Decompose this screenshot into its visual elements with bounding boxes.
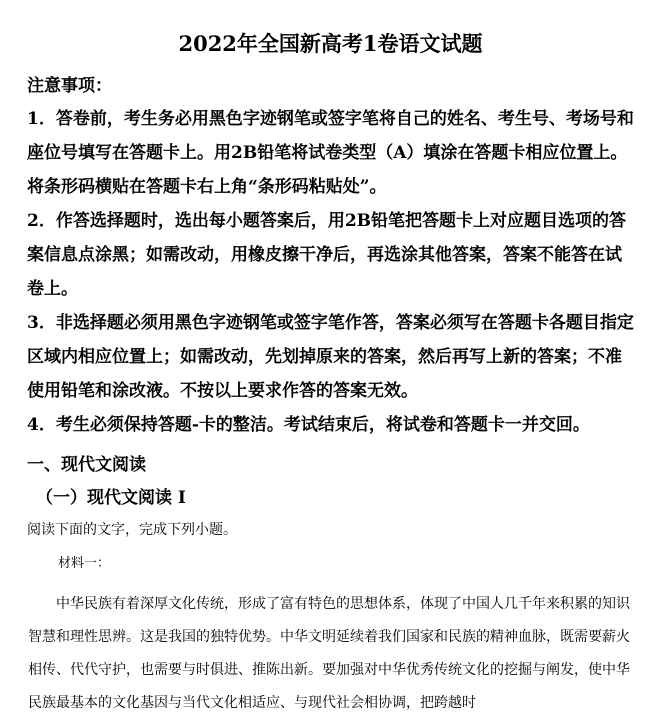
notice-item-1: 1．答卷前，考生务必用黑色字迹钢笔或签字笔将自己的姓名、考生号、考场号和座位号填写在答题卡上。用2B铅笔将试卷类型（A）填涂在答题卡相应位置上。将条形码横贴在答题卡右上角“条形码粘贴处”。	[27, 109, 634, 197]
notice-heading: 注意事项：	[27, 76, 112, 96]
notice-item-4: 4．考生必须保持答题-卡的整洁。考试结束后，将试卷和答题卡一并交回。	[27, 415, 590, 435]
material-label: 材料一：	[58, 556, 111, 571]
section-heading: 一、现代文阅读	[27, 455, 146, 475]
notice-item-3: 3．非选择题必须用黑色字迹钢笔或签字笔作答，答案必须写在答题卡各题目指定区域内相应位置上；如需改动，先划掉原来的答案，然后再写上新的答案；不准使用铅笔和涂改液。不按以上要求作答的答案无效。	[27, 313, 634, 401]
exam-title: 2022年全国新高考1卷语文试题	[178, 31, 483, 56]
reading-instruction: 阅读下面的文字，完成下列小题。	[27, 522, 237, 538]
material-text: 中华民族有着深厚文化传统，形成了富有特色的思想体系，体现了中国人几千年来积累的知识智慧和理性思辨。这是我国的独特优势。中华文明延续着我们国家和民族的精神血脉，既需要薪火相传、代代守护，也需要与时俱进、推陈出新。要加强对中华优秀传统文化的挖掘与阐发，使中华民族最基本的文化基因与当代文化相适应、与现代社会相协调，把跨越时	[28, 596, 630, 711]
notice-item-2: 2．作答选择题时，选出每小题答案后，用2B铅笔把答题卡上对应题目选项的答案信息点涂黑；如需改动，用橡皮擦干净后，再选涂其他答案，答案不能答在试卷上。	[27, 211, 627, 299]
subsection-heading: （一）现代文阅读 I	[36, 488, 186, 508]
